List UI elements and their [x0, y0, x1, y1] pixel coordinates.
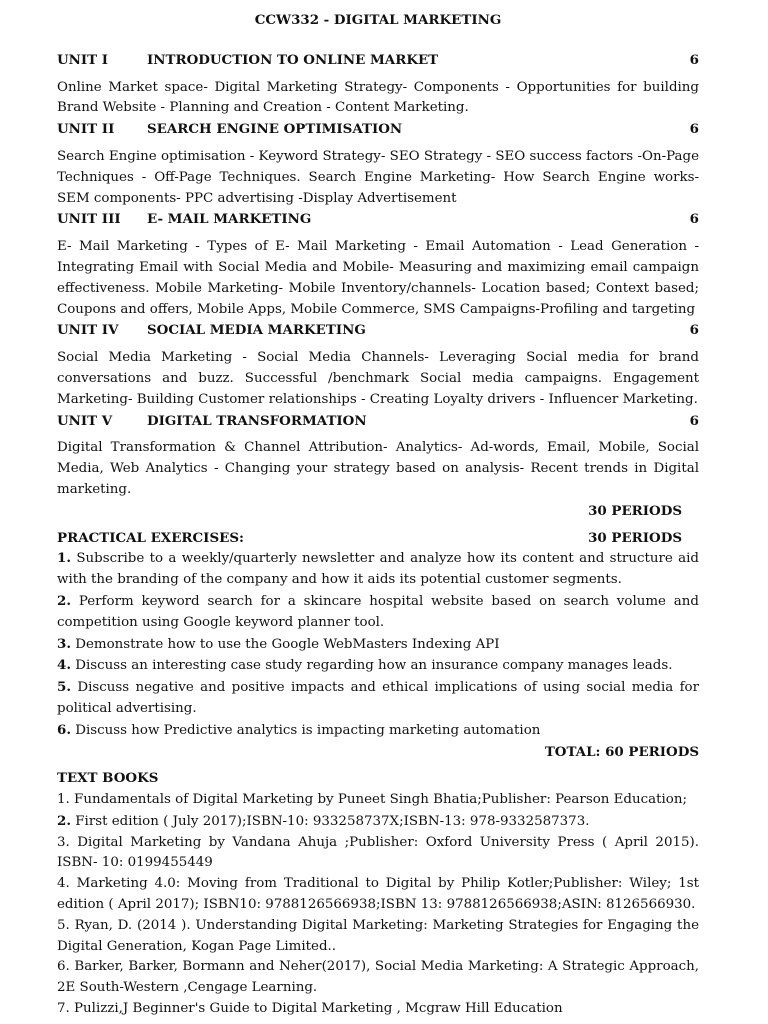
- unit-number: UNIT III: [57, 211, 121, 228]
- item-number: 2.: [57, 812, 71, 829]
- document-title: CCW332 - DIGITAL MARKETING: [254, 12, 502, 28]
- unit-title: SEARCH ENGINE OPTIMISATION: [147, 121, 403, 138]
- unit-hours: 6: [689, 211, 699, 228]
- list-item: [57, 720, 699, 742]
- item-number: 3.: [57, 635, 71, 652]
- list-item: [57, 790, 699, 811]
- unit-5: [57, 411, 699, 501]
- text-books-heading: TEXT BOOKS: [57, 770, 159, 787]
- item-text: Discuss how Predictive analytics is impacting marketing automation: [75, 722, 541, 738]
- item-text: Marketing 4.0: Moving from Traditional to Digital by Philip Kotler;Publisher: Wiley; 1st edition ( April 2017); ISBN10: 9788126566938;ISBN 13: 9788126566938;ASIN: 8126566930.: [57, 876, 699, 913]
- item-number: 1.: [57, 550, 71, 567]
- item-number: 3.: [57, 834, 70, 850]
- unit-heading: [57, 209, 699, 230]
- unit-heading: [57, 50, 699, 71]
- item-text: Subscribe to a weekly/quarterly newsletter and analyze how its content and structure aid with the branding of the company and how it aids its potential customer segments.: [57, 551, 699, 588]
- list-item: [57, 655, 699, 677]
- item-text: Ryan, D. (2014 ). Understanding Digital Marketing: Marketing Strategies for Engaging the Digital Generation, Kogan Page Limited..: [57, 917, 699, 954]
- unit-description: E- Mail Marketing - Types of E- Mail Marketing - Email Automation - Lead Generation - Integrating Email with Social Media and Mobile- Measuring and maximizing email campaign effectiveness. Mobile Marketing- Mobile Inventory/channels- Location based; Context based; Coupons and offers, Mobile Apps, Mobile Commerce, SMS Campaigns-Profiling and targeting: [57, 239, 699, 317]
- practical-heading: [57, 528, 699, 549]
- list-item: [57, 999, 699, 1020]
- item-text: Perform keyword search for a skincare hospital website based on search volume and competition using Google keyword planner tool.: [57, 593, 699, 630]
- list-item: [57, 677, 699, 720]
- unit-hours: 6: [689, 51, 699, 68]
- theory-periods: [57, 501, 699, 522]
- unit-title: INTRODUCTION TO ONLINE MARKET: [147, 51, 439, 68]
- list-item: [57, 874, 699, 916]
- item-number: 2.: [57, 592, 71, 609]
- unit-number: UNIT IV: [57, 322, 119, 339]
- unit-number: UNIT V: [57, 412, 113, 429]
- unit-3: [57, 209, 699, 320]
- item-text: Demonstrate how to use the Google WebMasters Indexing API: [75, 636, 500, 652]
- unit-hours: 6: [689, 322, 699, 339]
- unit-4: [57, 320, 699, 410]
- item-text: Digital Marketing by Vandana Ahuja ;Publisher: Oxford University Press ( April 2015). ISBN- 10: 0199455449: [57, 834, 699, 871]
- list-item: [57, 548, 699, 591]
- unit-number: UNIT II: [57, 121, 115, 138]
- text-books-list: [57, 790, 699, 1020]
- unit-description: Digital Transformation & Channel Attribution- Analytics- Ad-words, Email, Mobile, Social Media, Web Analytics - Changing your strategy based on analysis- Recent trends in Digital marketing.: [57, 440, 699, 497]
- item-text: Barker, Barker, Bormann and Neher(2017), Social Media Marketing: A Strategic Approach, 2E South-Western ,Cengage Learning.: [57, 959, 699, 996]
- unit-title: E- MAIL MARKETING: [147, 211, 312, 228]
- unit-hours: 6: [689, 121, 699, 138]
- item-number: 7.: [57, 1001, 70, 1017]
- list-item: [57, 634, 699, 656]
- item-text: Discuss an interesting case study regarding how an insurance company manages leads.: [75, 658, 673, 674]
- unit-title: DIGITAL TRANSFORMATION: [147, 412, 367, 429]
- unit-number: UNIT I: [57, 51, 109, 68]
- item-number: 6.: [57, 959, 70, 975]
- unit-2: [57, 119, 699, 209]
- unit-heading: [57, 119, 699, 140]
- list-item: [57, 811, 699, 833]
- theory-periods-text: 30 PERIODS: [588, 502, 682, 519]
- unit-title: SOCIAL MEDIA MARKETING: [147, 322, 366, 339]
- unit-description: Online Market space- Digital Marketing Strategy- Components - Opportunities for building Brand Website - Planning and Creation - Content Marketing.: [57, 79, 699, 116]
- practical-exercise-list: [57, 548, 699, 741]
- unit-1: [57, 50, 699, 119]
- unit-heading: [57, 411, 699, 432]
- item-number: 5.: [57, 679, 71, 696]
- item-number: 4.: [57, 876, 70, 892]
- list-item: [57, 833, 699, 875]
- list-item: [57, 591, 699, 634]
- syllabus-document: [57, 10, 699, 1020]
- unit-hours: 6: [689, 412, 699, 429]
- item-text: First edition ( July 2017);ISBN-10: 933258737X;ISBN-13: 978-9332587373.: [75, 813, 590, 829]
- item-number: 6.: [57, 721, 71, 738]
- practical-periods: 30 PERIODS: [588, 529, 682, 546]
- item-number: 1.: [57, 792, 70, 808]
- unit-description: Search Engine optimisation - Keyword Strategy- SEO Strategy - SEO success factors -On-Page Techniques - Off-Page Techniques. Search Engine Marketing- How Search Engine works- SEM components- PPC advertising -Display Advertisement: [57, 148, 699, 206]
- unit-heading: [57, 320, 699, 341]
- list-item: [57, 957, 699, 999]
- unit-description: Social Media Marketing - Social Media Channels- Leveraging Social media for brand conversations and buzz. Successful /benchmark Social media campaigns. Engagement Marketing- Building Customer relationships - Creating Loyalty drivers - Influencer Marketing.: [57, 350, 699, 407]
- item-text: Pulizzi,J Beginner's Guide to Digital Marketing , Mcgraw Hill Education: [74, 1001, 563, 1017]
- item-number: 4.: [57, 657, 71, 674]
- total-periods: TOTAL: 60 PERIODS: [544, 743, 699, 760]
- item-text: Discuss negative and positive impacts and ethical implications of using social media for political advertising.: [57, 680, 699, 716]
- item-number: 5.: [57, 917, 70, 933]
- practical-title: PRACTICAL EXERCISES:: [57, 529, 244, 546]
- list-item: [57, 916, 699, 958]
- item-text: Fundamentals of Digital Marketing by Puneet Singh Bhatia;Publisher: Pearson Education;: [74, 792, 687, 808]
